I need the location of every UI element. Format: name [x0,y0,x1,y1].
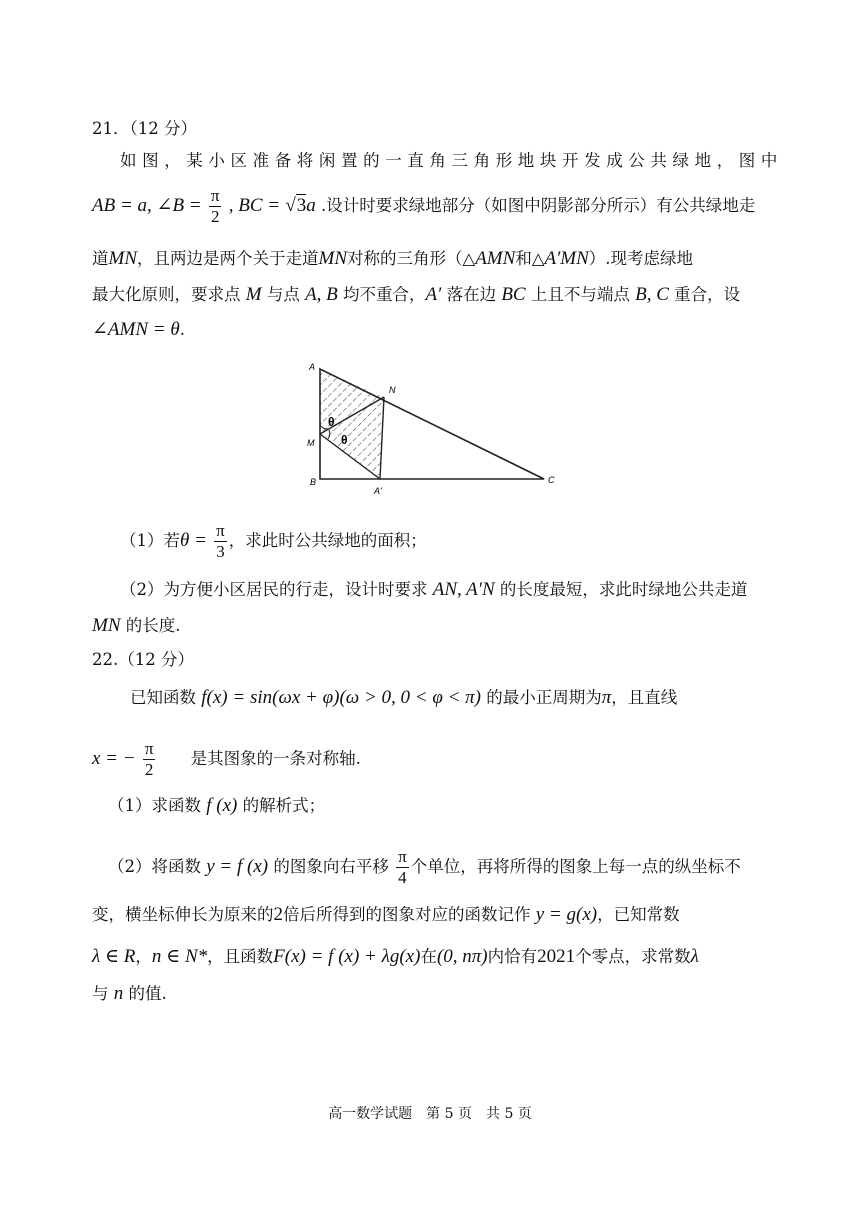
q21-angle-definition: ∠AMN = θ [92,319,180,340]
q21-text: 均不重合， [343,285,426,304]
q21-text: 对称的三角形（△ [347,249,476,268]
q21-segments-an: AN, A′N [432,579,495,600]
q21-paragraph-line4 [92,283,740,307]
q22-text: 个零点，求常数 [575,947,691,966]
q22-function-f: f [201,687,207,708]
q22-sub2-line2 [92,903,680,927]
q21-text: 和△ [515,249,545,268]
q22-function-g: y = g(x) [535,904,598,925]
q22-sub2-line4 [92,982,167,1006]
q22-number: 22.（12 分） [92,650,194,669]
q21-segment-mn: MN [92,615,121,636]
q22-paragraph-line1 [130,686,677,710]
sqrt-sign: √ [285,195,296,216]
label-b: B [310,477,317,487]
q22-interval: (0, nπ) [436,946,488,967]
q21-points-bc: B, C [635,284,669,305]
label-aprime: A′ [374,486,382,496]
q22-function-y: y = f (x) [206,856,269,877]
q21-variable-a: a [306,195,316,216]
q22-text: 在 [420,947,437,966]
q21-text: 重合，设 [674,285,741,304]
sqrt-radicand: 3 [296,195,307,216]
q21-bc-equation: , BC = [228,195,281,216]
q22-zero-count: 2021 [537,946,576,967]
q22-text: 的值. [128,984,167,1003]
fraction-denominator: 2 [144,760,154,779]
fraction-denominator: 4 [398,868,407,887]
label-a: A [309,362,316,372]
q22-fraction-pi-over-4 [396,847,409,888]
q22-text: 变，横坐标伸长为原来的 [92,905,274,924]
q22-pi: π [601,687,612,708]
q22-text: 倍后所得到的图象对应的函数记作 [283,905,531,924]
q21-text: .设计时要求绿地部分（如图中阴影部分所示）有公共绿地走 [321,196,756,215]
label-theta-1: θ [328,415,335,429]
fraction-denominator: 2 [210,207,220,226]
q21-paragraph-line2 [92,186,755,227]
q21-point-m: M [245,284,262,305]
q21-point-aprime: A′ [425,284,442,305]
q21-fraction-pi-over-3 [214,521,227,562]
q22-text: ，已知常数 [597,905,680,924]
q22-fraction-pi-over-2 [143,739,156,780]
q21-segment-mn: MN [318,248,347,269]
q21-text: ）.现考虑绿地 [588,249,694,268]
q21-text: ，求此时公共绿地的面积； [228,531,427,550]
fraction-numerator: π [216,521,225,540]
q21-paragraph-line5 [92,318,185,342]
q21-theta: θ = [180,530,207,551]
q22-axis-equation: x = − [92,748,136,769]
q21-segment-mn: MN [108,248,137,269]
q21-text: . [179,320,185,339]
q22-n-domain: n ∈ N* [151,946,208,967]
q21-text: 与点 [266,285,300,304]
q21-triangle-amn: AMN [475,248,516,269]
q21-sub1 [120,521,427,562]
q21-points-ab: A, B [305,284,338,305]
fraction-numerator: π [210,186,220,205]
q21-text: 上且不与端点 [530,285,630,304]
q21-text: 道 [92,249,109,268]
q21-text: 的长度最短，求此时绿地公共走道 [499,580,748,599]
q22-text: （1）求函数 [108,796,201,815]
q21-text: 最大化原则，要求点 [92,285,241,304]
q22-text: 个单位，再将所得的图象上每一点的纵坐标不 [410,857,741,876]
label-m: M [307,438,315,448]
q22-function-F: F(x) = f (x) + λg(x) [273,946,421,967]
q21-paragraph-line1: 如图，某小区准备将闲置的一直角三角形地块开发成公共绿地，图中 [120,151,783,170]
page-footer: 高一数学试题 第 5 页 共 5 页 [328,1106,532,1122]
q22-text: ，且函数 [207,947,274,966]
q22-text: 与 [92,984,109,1003]
q21-sub2-line2 [92,614,181,638]
fraction-denominator: 3 [216,542,225,561]
q22-sub1 [108,794,325,818]
q22-text: 内恰有 [487,947,538,966]
fraction-numerator: π [144,739,154,758]
q22-sub2-line1 [108,847,741,888]
q22-lambda: λ [690,946,699,967]
q21-number: 21．（12 分） [92,119,197,138]
q21-triangle-figure [300,355,570,500]
q22-n: n [113,983,124,1004]
q22-function-f: f (x) [206,795,238,816]
q22-number-2: 2 [273,904,283,925]
label-n: N [389,385,396,395]
q21-paragraph-line3 [92,247,693,271]
q21-text: （1）若 [120,531,180,550]
q21-triangle-aprime-mn: A′MN [544,248,589,269]
q21-sub2-line1 [120,578,747,602]
q22-text: ，且直线 [611,688,678,707]
fraction-numerator: π [398,847,407,866]
q22-function-definition: (x) = sin(ωx + φ)(ω > 0, 0 < φ < π) [206,687,482,708]
q21-text: 的长度. [125,616,181,635]
q21-side-bc: BC [501,284,526,305]
q21-text: 落在边 [446,285,497,304]
q22-text: 是其图象的一条对称轴. [190,749,361,768]
q22-text: ， [135,947,152,966]
q22-text: 的最小正周期为 [486,688,602,707]
q21-text: ，且两边是两个关于走道 [137,249,319,268]
q21-ab-equation: AB = a, ∠B = [92,195,202,216]
label-theta-2: θ [341,433,348,447]
q22-sub2-line3 [92,945,699,969]
q22-text: 已知函数 [130,688,196,707]
q22-text: 的解析式； [242,796,326,815]
q22-text: （2）将函数 [108,857,201,876]
q22-lambda-domain: λ ∈ R [92,946,136,967]
q21-fraction-pi-over-2 [209,186,222,227]
q22-text: 的图象向右平移 [273,857,389,876]
label-c: C [548,475,555,485]
q21-text: （2）为方便小区居民的行走，设计时要求 [120,580,428,599]
q22-paragraph-line2 [92,739,361,780]
